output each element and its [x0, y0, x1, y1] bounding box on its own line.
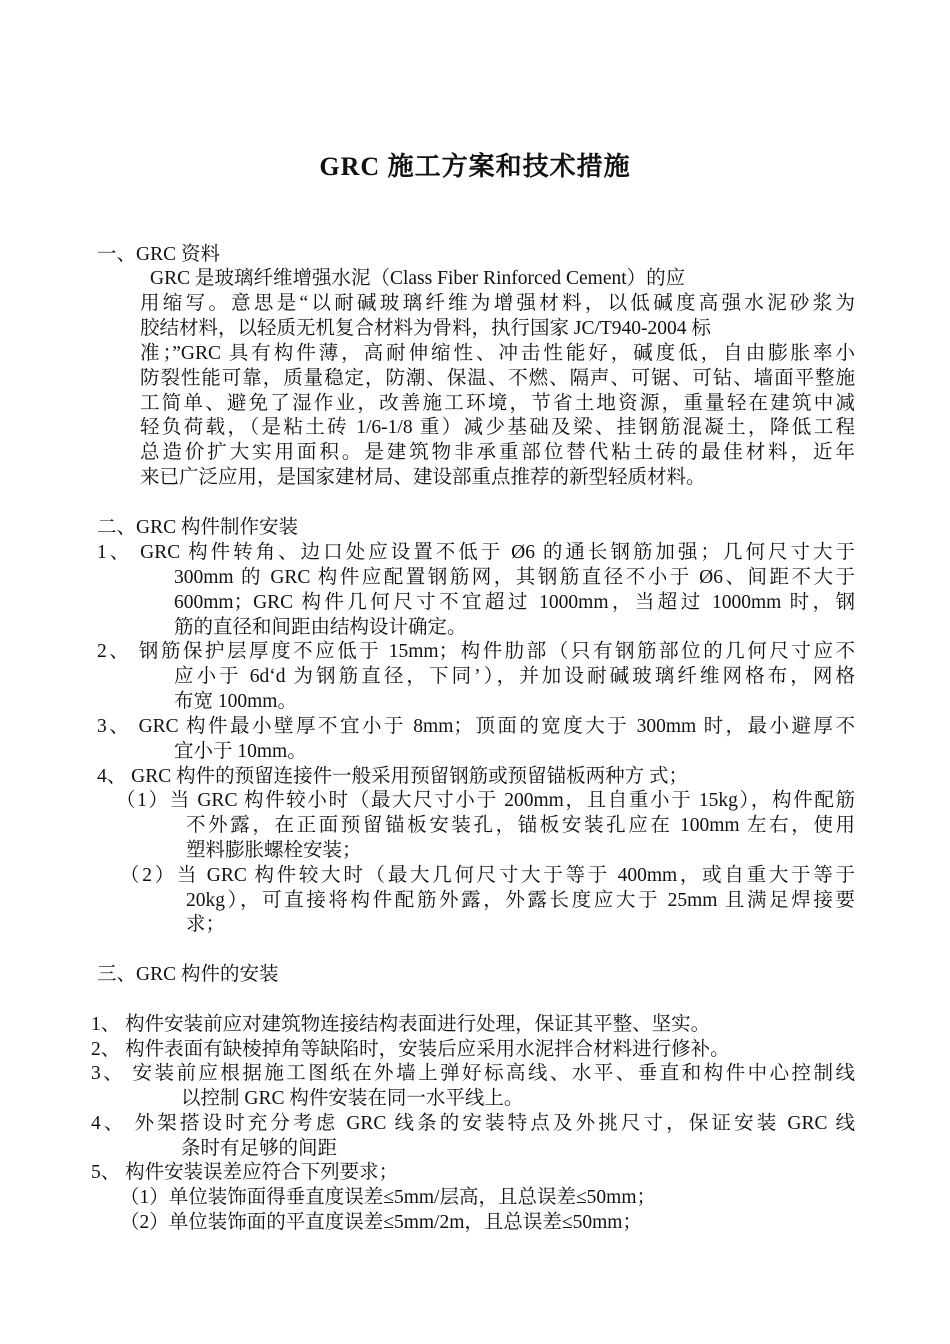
section-2-line: （2）当 GRC 构件较大时（最大几何尺寸大于等于 400mm，或自重大于等于: [120, 865, 855, 886]
section-1-line: 工简单、避免了湿作业，改善施工环境，节省土地资源，重量轻在建筑中减: [140, 393, 855, 414]
section-1-line: 总造价扩大实用面积。是建筑物非承重部位替代粘土砖的最佳材料，近年: [140, 442, 855, 463]
section-1-line: 准；”GRC 具有构件薄，高耐伸缩性、冲击性能好，碱度低，自由膨胀率小: [140, 343, 855, 364]
section-2-line: 2、 钢筋保护层厚度不应低于 15mm；构件肋部（只有钢筋部位的几何尺寸应不: [97, 641, 855, 662]
section-3-line: （2）单位装饰面的平直度误差≤5mm/2m，且总误差≤50mm；: [120, 1212, 642, 1233]
section-1-line: 来已广泛应用，是国家建材局、建设部重点推荐的新型轻质材料。: [140, 467, 706, 488]
section-3-line: 4、 外架搭设时充分考虑 GRC 线条的安装特点及外挑尺寸，保证安装 GRC 线: [91, 1113, 855, 1134]
section-2-line: 塑料膨胀螺栓安装；: [186, 840, 362, 861]
section-2-line: 3、 GRC 构件最小壁厚不宜小于 8mm；顶面的宽度大于 300mm 时，最小避厚不: [97, 716, 855, 737]
section-3-line: 条时有足够的间距: [181, 1138, 338, 1159]
section-2-line: 宜小于 10mm。: [174, 741, 307, 762]
section-2-line: 筋的直径和间距由结构设计确定。: [174, 617, 467, 638]
section-1-line: GRC 是玻璃纤维增强水泥（Class Fiber Rinforced Cement）的应: [150, 268, 686, 289]
section-2-line: 1、 GRC 构件转角、边口处应设置不低于 Ø6 的通长钢筋加强；几何尺寸大于: [97, 542, 855, 563]
section-2-line: （1）当 GRC 构件较小时（最大尺寸小于 200mm，且自重小于 15kg），构件配筋: [116, 790, 855, 811]
section-3-line: （1）单位装饰面得垂直度误差≤5mm/层高，且总误差≤50mm；: [120, 1187, 656, 1208]
section-1-line: 轻负荷载，（是粘土砖 1/6-1/8 重）减少基础及梁、挂钢筋混凝土，降低工程: [140, 417, 855, 438]
section-3-line: 3、 安装前应根据施工图纸在外墙上弹好标高线、水平、垂直和构件中心控制线: [91, 1063, 855, 1084]
section-2-line: 4、 GRC 构件的预留连接件一般采用预留钢筋或预留锚板两种方 式；: [97, 766, 688, 787]
section-1-line: 用缩写。意思是“以耐碱玻璃纤维为增强材料，以低碱度高强水泥砂浆为: [140, 293, 855, 314]
section-2-line: 应小于 6d‘d 为钢筋直径，下同’），并加设耐碱玻璃纤维网格布，网格: [174, 666, 855, 687]
section-2-line: 600mm；GRC 构件几何尺寸不宜超过 1000mm，当超过 1000mm 时，钢: [174, 592, 855, 613]
section-2-heading: 二、GRC 构件制作安装: [97, 517, 298, 538]
section-2-line: 求；: [186, 914, 226, 935]
section-2-line: 不外露，在正面预留锚板安装孔，锚板安装孔应在 100mm 左右，使用: [186, 815, 855, 836]
section-2-line: 300mm 的 GRC 构件应配置钢筋网，其钢筋直径不小于 Ø6、间距不大于: [174, 567, 855, 588]
section-3-line: 以控制 GRC 构件安装在同一水平线上。: [181, 1088, 524, 1109]
section-1-line: 胶结材料，以轻质无机复合材料为骨料，执行国家 JC/T940-2004 标: [140, 318, 711, 339]
section-1-line: 防裂性能可靠，质量稳定，防潮、保温、不燃、隔声、可锯、可钻、墙面平整施: [140, 368, 855, 389]
section-3-line: 5、 构件安装误差应符合下列要求；: [91, 1162, 399, 1183]
section-3-heading: 三、GRC 构件的安装: [97, 964, 279, 985]
section-3-line: 1、 构件安装前应对建筑物连接结构表面进行处理，保证其平整、坚实。: [91, 1014, 711, 1035]
section-3-line: 2、 构件表面有缺棱掉角等缺陷时，安装后应采用水泥拌合材料进行修补。: [91, 1039, 730, 1060]
section-1-heading: 一、GRC 资料: [97, 244, 220, 265]
document-title: GRC 施工方案和技术措施: [319, 152, 631, 181]
section-2-line: 布宽 100mm。: [174, 691, 297, 712]
section-2-line: 20kg），可直接将构件配筋外露，外露长度应大于 25mm 且满足焊接要: [186, 890, 855, 911]
